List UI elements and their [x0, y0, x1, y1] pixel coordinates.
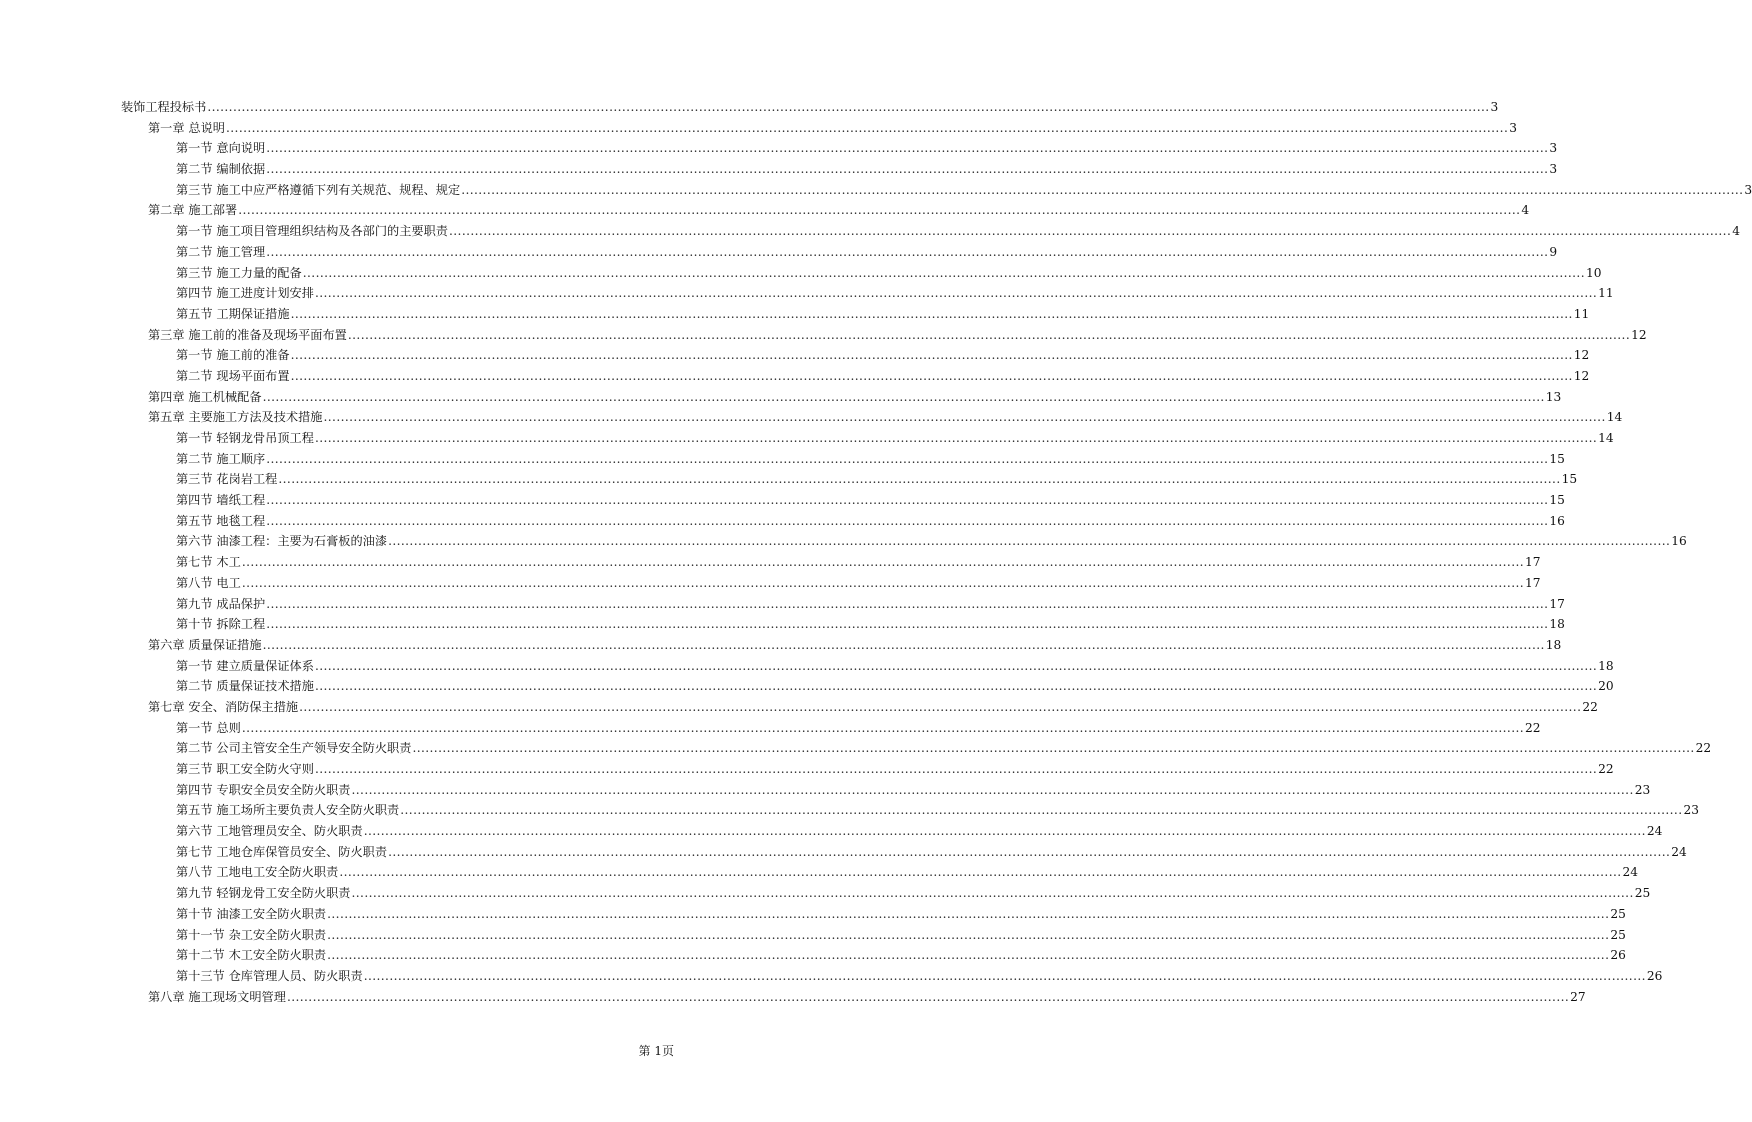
toc-entry[interactable]: [121, 759, 1614, 780]
toc-dot-leader: ............................................................................................................................................................................................................................................................................................................: [226, 120, 1509, 135]
toc-entry[interactable]: [121, 697, 1598, 718]
toc-entry-page-number: 27: [1570, 989, 1586, 1004]
toc-entry-label: 第八节 电工: [176, 575, 241, 590]
toc-entry-label: 第二节 施工顺序: [176, 451, 266, 466]
toc-entry-page-number: 3: [1549, 162, 1558, 177]
toc-entry-page-number: 24: [1646, 824, 1663, 839]
toc-entry-page-number: 12: [1573, 368, 1590, 383]
toc-entry[interactable]: [121, 200, 1530, 221]
toc-entry-label: 第五章 主要施工方法及技术措施: [148, 410, 323, 425]
toc-dot-leader: ............................................................................................................................................................................................................................................................................................................: [241, 720, 1525, 735]
toc-entry[interactable]: [121, 242, 1558, 263]
toc-entry-label: 第一章 总说明: [148, 120, 225, 135]
toc-entry-page-number: 15: [1561, 472, 1578, 487]
toc-entry-label: 第九节 轻钢龙骨工安全防火职责: [176, 886, 351, 901]
toc-entry-label: 第三节 施工中应严格遵循下列有关规范、规程、规定: [176, 182, 461, 197]
toc-dot-leader: ............................................................................................................................................................................................................................................................................................................: [266, 162, 1549, 177]
toc-entry-page-number: 22: [1598, 762, 1614, 776]
toc-entry-page-number: 4: [1732, 224, 1740, 239]
toc-entry-page-number: 17: [1525, 575, 1541, 590]
toc-entry-label: 装饰工程投标书: [121, 100, 207, 114]
toc-entry-page-number: 13: [1545, 389, 1562, 404]
toc-entry-page-number: 14: [1598, 431, 1614, 445]
toc-dot-leader: ............................................................................................................................................................................................................................................................................................................: [363, 824, 1646, 839]
toc-entry-label: 第八节 工地电工安全防火职责: [176, 865, 339, 880]
page-number: 第 1页: [638, 1044, 674, 1058]
toc-entry-page-number: 20: [1598, 679, 1614, 694]
toc-entry[interactable]: [121, 387, 1562, 408]
toc-entry[interactable]: [121, 821, 1663, 842]
toc-entry[interactable]: [121, 635, 1562, 656]
toc-dot-leader: ............................................................................................................................................................................................................................................................................................................: [314, 679, 1598, 694]
toc-entry[interactable]: [121, 966, 1663, 987]
toc-entry-label: 第七章 安全、消防保主措施: [148, 699, 299, 714]
toc-entry-page-number: 26: [1646, 968, 1663, 983]
toc-entry[interactable]: [121, 407, 1623, 428]
toc-entry-label: 第一节 建立质量保证体系: [176, 658, 314, 673]
toc-entry[interactable]: [121, 883, 1651, 904]
toc-entry-page-number: 23: [1634, 782, 1651, 797]
toc-entry-label: 第二节 施工管理: [176, 244, 266, 259]
toc-entry[interactable]: [121, 573, 1541, 594]
toc-dot-leader: ............................................................................................................................................................................................................................................................................................................: [388, 534, 1671, 549]
toc-entry-label: 第四节 墙纸工程: [176, 493, 266, 508]
toc-entry[interactable]: [121, 531, 1687, 552]
toc-entry-page-number: 22: [1695, 741, 1712, 756]
toc-dot-leader: ............................................................................................................................................................................................................................................................................................................: [241, 575, 1525, 590]
toc-entry[interactable]: [121, 862, 1639, 883]
toc-entry-label: 第三章 施工前的准备及现场平面布置: [148, 327, 347, 342]
toc-dot-leader: ............................................................................................................................................................................................................................................................................................................: [266, 141, 1549, 156]
toc-entry-label: 第七节 木工: [176, 555, 241, 570]
toc-dot-leader: ............................................................................................................................................................................................................................................................................................................: [351, 782, 1634, 797]
toc-entry-label: 第一节 施工项目管理组织结构及各部门的主要职责: [176, 224, 448, 239]
toc-entry-label: 第二章 施工部署: [148, 203, 238, 218]
toc-entry-page-number: 24: [1622, 865, 1639, 880]
toc-dot-leader: ............................................................................................................................................................................................................................................................................................................: [286, 989, 1570, 1004]
toc-entry[interactable]: [121, 800, 1699, 821]
toc-entry-page-number: 15: [1549, 451, 1565, 466]
toc-entry[interactable]: [121, 511, 1565, 532]
toc-dot-leader: ............................................................................................................................................................................................................................................................................................................: [262, 637, 1545, 652]
toc-dot-leader: ............................................................................................................................................................................................................................................................................................................: [266, 513, 1549, 528]
toc-entry[interactable]: [121, 945, 1626, 966]
toc-entry-page-number: 11: [1573, 306, 1590, 321]
toc-entry-label: 第一节 轻钢龙骨吊顶工程: [176, 431, 314, 445]
toc-entry[interactable]: [121, 842, 1687, 863]
toc-entry-label: 第四节 专职安全员安全防火职责: [176, 782, 351, 797]
toc-dot-leader: ............................................................................................................................................................................................................................................................................................................: [302, 265, 1585, 280]
toc-dot-leader: ............................................................................................................................................................................................................................................................................................................: [266, 244, 1549, 259]
toc-entry-label: 第三节 花岗岩工程: [176, 472, 278, 487]
toc-entry-page-number: 3: [1549, 141, 1558, 156]
toc-entry-label: 第五节 工期保证措施: [176, 306, 290, 321]
toc-entry-page-number: 24: [1671, 844, 1687, 859]
toc-entry-page-number: 23: [1683, 803, 1699, 818]
toc-entry[interactable]: [121, 925, 1626, 946]
toc-entry[interactable]: [121, 614, 1565, 635]
toc-entry-page-number: 3: [1509, 120, 1517, 135]
toc-dot-leader: ............................................................................................................................................................................................................................................................................................................: [339, 865, 1622, 880]
toc-dot-leader: ............................................................................................................................................................................................................................................................................................................: [262, 389, 1545, 404]
toc-entry-label: 第二节 公司主管安全生产领导安全防火职责: [176, 741, 412, 756]
toc-dot-leader: ............................................................................................................................................................................................................................................................................................................: [351, 886, 1634, 901]
toc-entry[interactable]: [121, 159, 1558, 180]
toc-entry-page-number: 3: [1490, 100, 1499, 114]
toc-entry-label: 第七节 工地仓库保管员安全、防火职责: [176, 844, 388, 859]
toc-entry-page-number: 3: [1744, 182, 1752, 197]
toc-entry-label: 第五节 地毯工程: [176, 513, 266, 528]
toc-entry[interactable]: [121, 118, 1517, 139]
toc-entry-label: 第十二节 木工安全防火职责: [176, 948, 327, 963]
toc-entry[interactable]: [121, 283, 1614, 304]
toc-dot-leader: ............................................................................................................................................................................................................................................................................................................: [290, 368, 1573, 383]
toc-entry-page-number: 25: [1634, 886, 1651, 901]
toc-entry-label: 第四章 施工机械配备: [148, 389, 262, 404]
toc-dot-leader: ............................................................................................................................................................................................................................................................................................................: [412, 741, 1695, 756]
toc-entry[interactable]: [121, 138, 1558, 159]
toc-entry-label: 第八章 施工现场文明管理: [148, 989, 286, 1004]
toc-entry-label: 第五节 施工场所主要负责人安全防火职责: [176, 803, 400, 818]
toc-entry-label: 第二节 编制依据: [176, 162, 266, 177]
toc-entry-page-number: 16: [1671, 534, 1687, 549]
toc-entry-page-number: 22: [1525, 720, 1541, 735]
toc-dot-leader: ............................................................................................................................................................................................................................................................................................................: [363, 968, 1646, 983]
toc-entry-page-number: 17: [1549, 596, 1565, 611]
toc-entry[interactable]: [121, 490, 1565, 511]
toc-entry[interactable]: [121, 552, 1541, 573]
toc-entry-page-number: 15: [1549, 493, 1565, 508]
toc-dot-leader: ............................................................................................................................................................................................................................................................................................................: [278, 472, 1561, 487]
toc-entry-page-number: 18: [1598, 658, 1614, 673]
toc-entry-page-number: 22: [1582, 699, 1598, 714]
toc-entry-page-number: 11: [1598, 286, 1614, 301]
toc-entry[interactable]: [121, 366, 1590, 387]
toc-dot-leader: ............................................................................................................................................................................................................................................................................................................: [266, 451, 1549, 466]
toc-dot-leader: ............................................................................................................................................................................................................................................................................................................: [238, 203, 1521, 218]
toc-dot-leader: ............................................................................................................................................................................................................................................................................................................: [449, 224, 1732, 239]
toc-entry-label: 第二节 现场平面布置: [176, 368, 290, 383]
toc-dot-leader: ............................................................................................................................................................................................................................................................................................................: [314, 762, 1598, 776]
toc-entry-page-number: 4: [1521, 203, 1530, 218]
toc-entry[interactable]: [121, 221, 1740, 242]
toc-entry[interactable]: [121, 263, 1602, 284]
toc-entry[interactable]: [121, 304, 1590, 325]
toc-entry[interactable]: [121, 656, 1614, 677]
toc-entry-page-number: 10: [1585, 265, 1602, 280]
toc-entry-page-number: 12: [1573, 348, 1590, 363]
toc-entry-label: 第三节 施工力量的配备: [176, 265, 302, 280]
toc-entry[interactable]: [121, 780, 1651, 801]
toc-entry[interactable]: [121, 325, 1647, 346]
toc-entry-page-number: 18: [1545, 637, 1562, 652]
toc-dot-leader: ............................................................................................................................................................................................................................................................................................................: [299, 699, 1582, 714]
toc-entry-page-number: 25: [1610, 927, 1626, 942]
toc-dot-leader: ............................................................................................................................................................................................................................................................................................................: [266, 617, 1549, 632]
toc-entry[interactable]: [121, 345, 1590, 366]
toc-entry-label: 第十三节 仓库管理人员、防火职责: [176, 968, 363, 983]
toc-dot-leader: ............................................................................................................................................................................................................................................................................................................: [400, 803, 1683, 818]
toc-entry[interactable]: [121, 469, 1578, 490]
toc-entry[interactable]: [121, 594, 1565, 615]
toc-dot-leader: ............................................................................................................................................................................................................................................................................................................: [327, 948, 1610, 963]
toc-entry-page-number: 9: [1549, 244, 1558, 259]
toc-dot-leader: ............................................................................................................................................................................................................................................................................................................: [290, 306, 1573, 321]
toc-entry-label: 第六节 工地管理员安全、防火职责: [176, 824, 363, 839]
toc-entry-label: 第四节 施工进度计划安排: [176, 286, 314, 301]
toc-dot-leader: ............................................................................................................................................................................................................................................................................................................: [327, 927, 1610, 942]
toc-dot-leader: ............................................................................................................................................................................................................................................................................................................: [207, 100, 1490, 114]
toc-entry-label: 第九节 成品保护: [176, 596, 266, 611]
toc-entry-label: 第十节 油漆工安全防火职责: [176, 906, 327, 921]
toc-entry-label: 第六章 质量保证措施: [148, 637, 262, 652]
toc-dot-leader: ............................................................................................................................................................................................................................................................................................................: [388, 844, 1671, 859]
toc-entry[interactable]: [121, 97, 1499, 118]
toc-entry[interactable]: [121, 738, 1712, 759]
toc-entry-page-number: 25: [1610, 906, 1626, 921]
toc-dot-leader: ............................................................................................................................................................................................................................................................................................................: [314, 431, 1598, 445]
toc-entry[interactable]: [121, 718, 1541, 739]
toc-dot-leader: ............................................................................................................................................................................................................................................................................................................: [266, 493, 1549, 508]
toc-entry-label: 第一节 总则: [176, 720, 241, 735]
toc-dot-leader: ............................................................................................................................................................................................................................................................................................................: [266, 596, 1549, 611]
toc-entry[interactable]: [121, 904, 1626, 925]
toc-entry[interactable]: [121, 676, 1614, 697]
toc-entry-label: 第十一节 杂工安全防火职责: [176, 927, 327, 942]
toc-dot-leader: ............................................................................................................................................................................................................................................................................................................: [347, 327, 1631, 342]
toc-dot-leader: ............................................................................................................................................................................................................................................................................................................: [290, 348, 1573, 363]
toc-entry-page-number: 14: [1606, 410, 1623, 425]
toc-entry-page-number: 16: [1549, 513, 1565, 528]
toc-entry-label: 第一节 施工前的准备: [176, 348, 290, 363]
toc-entry-label: 第十节 拆除工程: [176, 617, 266, 632]
toc-entry[interactable]: [121, 428, 1614, 449]
toc-dot-leader: ............................................................................................................................................................................................................................................................................................................: [314, 658, 1598, 673]
toc-entry-page-number: 17: [1525, 555, 1541, 570]
toc-dot-leader: ............................................................................................................................................................................................................................................................................................................: [241, 555, 1525, 570]
toc-entry-page-number: 26: [1610, 948, 1626, 963]
toc-dot-leader: ............................................................................................................................................................................................................................................................................................................: [461, 182, 1744, 197]
toc-entry-page-number: 12: [1631, 327, 1647, 342]
toc-entry[interactable]: [121, 449, 1565, 470]
toc-entry-label: 第一节 意向说明: [176, 141, 266, 156]
toc-entry-page-number: 18: [1549, 617, 1565, 632]
table-of-contents: [121, 97, 1752, 1007]
toc-entry[interactable]: [121, 987, 1586, 1008]
toc-entry-label: 第三节 职工安全防火守则: [176, 762, 314, 776]
toc-dot-leader: ............................................................................................................................................................................................................................................................................................................: [323, 410, 1606, 425]
toc-dot-leader: ............................................................................................................................................................................................................................................................................................................: [327, 906, 1610, 921]
toc-entry-label: 第六节 油漆工程：主要为石膏板的油漆: [176, 534, 388, 549]
toc-entry-label: 第二节 质量保证技术措施: [176, 679, 314, 694]
toc-entry[interactable]: [121, 180, 1752, 201]
toc-dot-leader: ............................................................................................................................................................................................................................................................................................................: [314, 286, 1598, 301]
